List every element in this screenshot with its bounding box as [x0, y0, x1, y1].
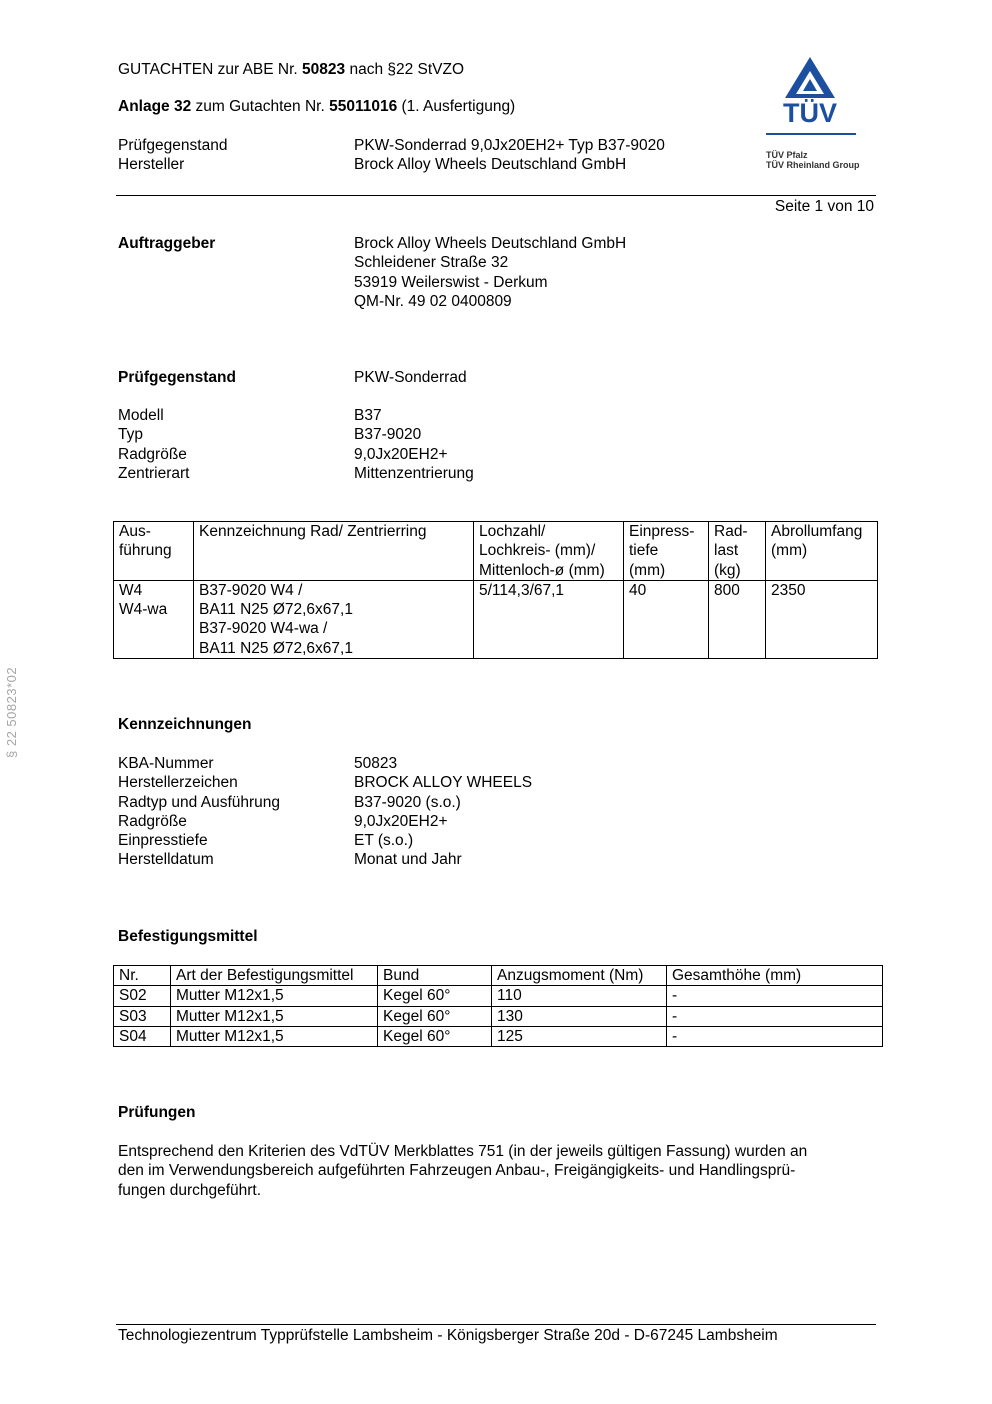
pruefungen-line: den im Verwendungsbereich aufgeführten Fahrzeugen Anbau-, Freigängigkeits- und Handlingsprü- — [118, 1162, 796, 1180]
cell-line: W4-wa — [119, 601, 168, 619]
befestigung-label: Befestigungsmittel — [118, 928, 258, 945]
header-pruefgegenstand-value: PKW-Sonderrad 9,0Jx20EH2+ Typ B37-9020 — [354, 137, 665, 154]
detail-value: Mittenzentrierung — [354, 464, 474, 482]
detail-key: Radgröße — [118, 445, 187, 463]
detail-row — [118, 445, 474, 464]
befestigung-header-row — [114, 966, 883, 986]
anlage-label: Anlage 32 — [118, 98, 192, 115]
auftraggeber-line: Schleidener Straße 32 — [354, 254, 509, 272]
table-cell: Mutter M12x1,5 — [171, 986, 378, 1006]
detail-value: 9,0Jx20EH2+ — [354, 445, 448, 463]
table-cell: Kegel 60° — [378, 986, 492, 1006]
table-cell: - — [667, 986, 883, 1006]
logo-rule — [766, 133, 856, 135]
header-title-prefix: GUTACHTEN zur ABE Nr. — [118, 61, 303, 78]
header-rule — [116, 195, 876, 196]
header-title-suffix: nach §22 StVZO — [345, 61, 465, 78]
page-number: Seite 1 von 10 — [774, 198, 874, 215]
detail-key: Modell — [118, 407, 164, 424]
wheel-table-header — [766, 522, 878, 581]
header-line: Aus- — [119, 523, 151, 540]
pruefungen-text — [118, 1142, 807, 1200]
kennzeichnung-row — [118, 850, 532, 869]
table-cell: Kegel 60° — [378, 1006, 492, 1026]
kennzeichnung-key: Herstelldatum — [118, 851, 214, 869]
befestigung-header: Anzugsmoment (Nm) — [492, 966, 667, 986]
detail-key: Typ — [118, 426, 143, 444]
wheel-table-header — [709, 522, 766, 581]
table-cell: - — [667, 1026, 883, 1046]
table-cell: Mutter M12x1,5 — [171, 1026, 378, 1046]
logo-sub1: TÜV Pfalz — [766, 150, 808, 160]
tuev-logo — [760, 54, 860, 174]
logo-brand: TÜV — [783, 98, 837, 128]
subtitle-suffix: (1. Ausfertigung) — [397, 98, 516, 115]
befestigung-table — [113, 965, 883, 1047]
cell-line: BA11 N25 Ø72,6x67,1 — [199, 639, 353, 657]
befestigung-header: Nr. — [114, 966, 171, 986]
kennzeichnung-value: 9,0Jx20EH2+ — [354, 812, 448, 830]
table-cell: S04 — [114, 1026, 171, 1046]
header-line: last — [714, 542, 739, 560]
header-line: Lochkreis- (mm)/ — [479, 542, 596, 560]
auftraggeber-label: Auftraggeber — [118, 235, 216, 252]
cell-lochzahl: 5/114,3/67,1 — [474, 580, 624, 658]
wheel-table-header-row — [114, 522, 878, 581]
footer-text: Technologiezentrum Typprüfstelle Lambsheim - Königsberger Straße 20d - D-67245 Lambsheim — [118, 1327, 778, 1344]
header-hersteller-label: Hersteller — [118, 156, 185, 173]
wheel-table-header — [194, 522, 474, 581]
footer-rule — [116, 1324, 876, 1325]
befestigung-header: Bund — [378, 966, 492, 986]
wheel-table — [113, 521, 878, 659]
header-line: Kennzeichnung Rad/ Zentrierring — [199, 523, 427, 540]
header-title — [118, 60, 464, 79]
cell-line: BA11 N25 Ø72,6x67,1 — [199, 601, 353, 619]
header-pruefgegenstand-label: Prüfgegenstand — [118, 137, 228, 154]
table-row — [114, 1006, 883, 1026]
table-cell: 125 — [492, 1026, 667, 1046]
pruefgegenstand-label: Prüfgegenstand — [118, 369, 236, 386]
table-row — [114, 1026, 883, 1046]
kennzeichnung-key: Radgröße — [118, 812, 187, 830]
detail-value: B37 — [354, 407, 382, 424]
table-cell: - — [667, 1006, 883, 1026]
header-line: (mm) — [629, 561, 666, 579]
table-cell: Kegel 60° — [378, 1026, 492, 1046]
pruefgegenstand-details — [118, 406, 474, 483]
subtitle-mid: zum Gutachten Nr. — [191, 98, 330, 115]
kennzeichnung-value: ET (s.o.) — [354, 832, 414, 850]
cell-line: B37-9020 W4 / — [199, 581, 303, 599]
kennzeichnung-row — [118, 812, 532, 831]
header-hersteller-value: Brock Alloy Wheels Deutschland GmbH — [354, 156, 627, 173]
kennzeichnung-value: BROCK ALLOY WHEELS — [354, 774, 533, 792]
table-row — [114, 580, 878, 658]
cell-radlast: 800 — [709, 580, 766, 658]
detail-key: Zentrierart — [118, 464, 190, 482]
header-line: (kg) — [714, 561, 741, 579]
table-cell: 110 — [492, 986, 667, 1006]
wheel-table-header — [114, 522, 194, 581]
kennzeichnungen-label: Kennzeichnungen — [118, 716, 252, 733]
pruefungen-line: fungen durchgeführt. — [118, 1181, 262, 1199]
header-line: Einpress- — [629, 523, 695, 540]
auftraggeber-line: Brock Alloy Wheels Deutschland GmbH — [354, 235, 627, 252]
header-line: Lochzahl/ — [479, 523, 546, 540]
header-line: tiefe — [629, 542, 659, 560]
header-line: (mm) — [771, 542, 808, 560]
abe-number: 50823 — [302, 61, 346, 78]
wheel-table-header — [624, 522, 709, 581]
kennzeichnung-row — [118, 793, 532, 812]
auftraggeber-line: 53919 Weilerswist - Derkum — [354, 273, 548, 291]
kennzeichnung-key: Herstellerzeichen — [118, 774, 238, 792]
header-line: Mittenloch-ø (mm) — [479, 561, 605, 579]
detail-row — [118, 464, 474, 483]
wheel-table-header — [474, 522, 624, 581]
befestigung-header: Gesamthöhe (mm) — [667, 966, 883, 986]
side-marker: § 22 50823*02 — [4, 666, 19, 758]
header-subtitle — [118, 97, 515, 116]
detail-row — [118, 406, 474, 425]
kennzeichnung-key: Einpresstiefe — [118, 832, 208, 850]
table-cell: S03 — [114, 1006, 171, 1026]
pruefungen-label: Prüfungen — [118, 1104, 196, 1121]
cell-kennzeichnung — [194, 580, 474, 658]
auftraggeber-line: QM-Nr. 49 02 0400809 — [354, 292, 512, 310]
kennzeichnungen-list — [118, 754, 532, 870]
kennzeichnung-value: Monat und Jahr — [354, 851, 462, 869]
cell-ausfuehrung — [114, 580, 194, 658]
kennzeichnung-key: Radtyp und Ausführung — [118, 793, 281, 811]
logo-sub2: TÜV Rheinland Group — [766, 160, 860, 170]
befestigung-header: Art der Befestigungsmittel — [171, 966, 378, 986]
pruefgegenstand-value: PKW-Sonderrad — [354, 369, 467, 386]
pruefungen-line: Entsprechend den Kriterien des VdTÜV Merkblattes 751 (in der jeweils gültigen Fassung) wurden an — [118, 1143, 808, 1160]
kennzeichnung-row — [118, 754, 532, 773]
tuev-triangle-icon — [760, 54, 860, 100]
cell-einpresstiefe: 40 — [624, 580, 709, 658]
table-row — [114, 986, 883, 1006]
cell-line: B37-9020 W4-wa / — [199, 620, 328, 638]
cell-line: W4 — [119, 581, 143, 599]
kennzeichnung-value: B37-9020 (s.o.) — [354, 793, 461, 811]
detail-value: B37-9020 — [354, 426, 422, 444]
cell-abrollumfang: 2350 — [766, 580, 878, 658]
table-cell: Mutter M12x1,5 — [171, 1006, 378, 1026]
detail-row — [118, 425, 474, 444]
gutachten-number: 55011016 — [329, 98, 398, 115]
table-cell: S02 — [114, 986, 171, 1006]
header-line: Rad- — [714, 523, 748, 540]
kennzeichnung-row — [118, 773, 532, 792]
kennzeichnung-row — [118, 831, 532, 850]
table-cell: 130 — [492, 1006, 667, 1026]
kennzeichnung-key: KBA-Nummer — [118, 755, 214, 772]
header-line: Abrollumfang — [771, 523, 863, 540]
kennzeichnung-value: 50823 — [354, 755, 398, 772]
auftraggeber-address — [354, 234, 626, 311]
header-line: führung — [119, 542, 172, 560]
